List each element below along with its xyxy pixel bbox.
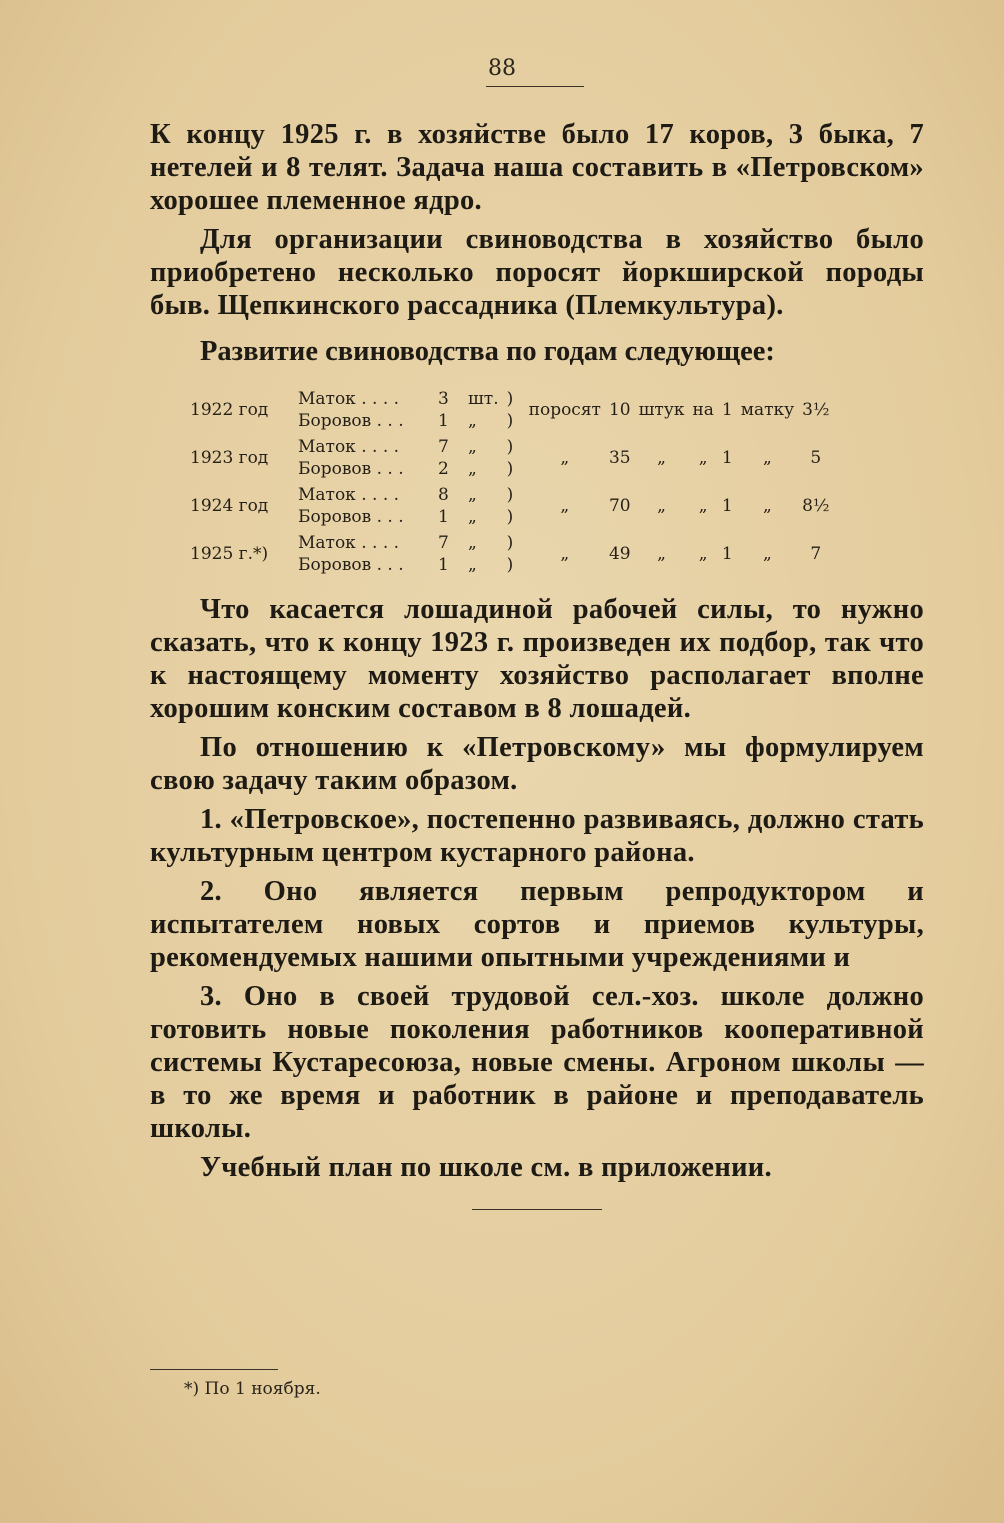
year-cell: 1922 год [190,400,269,420]
brace-mark: ) [506,533,514,553]
unit-word: „ [657,496,666,516]
table-row [186,528,833,554]
paragraph-point-1: 1. «Петровское», постепенно развиваясь, должно стать культурным центром кустарного района. [150,804,924,868]
piglets-count: 49 [608,544,631,564]
per-sow: 1 [721,448,733,468]
sows-unit: „ [468,485,477,505]
paragraph-horses: Что касается лошадиной рабочей силы, то нужно сказать, что к концу 1923 г. произведен их подбор, так что к настоящему моменту хозяйство располагает вполне хорошим конским составом в 8 лошадей. [150,594,924,724]
boars-unit: „ [468,555,477,575]
unit-word: „ [657,448,666,468]
piglets-count: 70 [608,496,631,516]
ratio-value: 3½ [802,400,830,420]
paragraph-task: По отношению к «Петровскому» мы формулируем свою задачу таким образом. [150,732,924,796]
sow-word: „ [763,544,772,564]
intro-section [150,118,924,328]
sows-label: Маток . . . . [298,485,400,505]
sows-label: Маток . . . . [298,389,400,409]
sow-word: матку [740,400,795,420]
sow-word: „ [763,448,772,468]
brace-mark: ) [506,507,514,527]
paragraph-cattle: К концу 1925 г. в хозяйстве было 17 коров, 3 быка, 7 нетелей и 8 телят. Задача наша составить в «Петровском» хорошее племенное ядро. [150,119,924,216]
sows-count: 3 [438,389,449,409]
paragraph-curriculum: Учебный план по школе см. в приложении. [200,1152,772,1183]
per-sow: 1 [721,496,733,516]
unit-word: „ [657,544,666,564]
piglets-count: 10 [608,400,631,420]
piglets-word: „ [560,544,570,564]
boars-count: 1 [438,411,449,431]
sows-count: 8 [438,485,449,505]
brace-mark: ) [506,437,514,457]
footnote-rule [150,1369,278,1370]
brace-mark: ) [506,389,514,409]
boars-label: Боровов . . . [298,507,404,527]
piglets-word: поросят [528,400,601,420]
on-word: „ [698,544,708,564]
page-number: 88 [488,56,516,81]
on-word: „ [698,496,708,516]
pig-breeding-table [186,384,833,576]
sows-unit: „ [468,437,477,457]
boars-count: 1 [438,507,449,527]
sows-unit: шт. [468,389,499,409]
per-sow: 1 [721,400,733,420]
table-row [186,480,833,506]
ratio-value: 5 [810,448,822,468]
brace-mark: ) [506,555,514,575]
on-word: на [692,400,714,420]
paragraph-point-3: 3. Оно в своей трудовой сел.-хоз. школе должно готовить новые поколения работников кооперативной системы Кустаресоюза, новые смены. Агроном школы — в то же время и работник в районе и преподаватель школы. [150,981,924,1144]
paragraph-point-2: 2. Оно является первым репродуктором и испытателем новых сортов и приемов культуры, рекомендуемых нашими опытными учреждениями и [150,876,924,973]
sow-word: „ [763,496,772,516]
header-rule [486,86,584,87]
boars-unit: „ [468,459,477,479]
outro-section [150,593,924,1190]
piglets-word: „ [560,448,570,468]
section-end-rule [472,1209,602,1210]
boars-count: 1 [438,555,449,575]
boars-unit: „ [468,411,477,431]
sows-count: 7 [438,533,449,553]
year-cell: 1923 год [190,448,269,468]
boars-label: Боровов . . . [298,411,404,431]
table-row [186,432,833,458]
brace-mark: ) [506,459,514,479]
sows-unit: „ [468,533,477,553]
boars-label: Боровов . . . [298,459,404,479]
paragraph-pigs-acquired: Для организации свиноводства в хозяйство было приобретено несколько поросят йоркширской породы быв. Щепкинского рассадника (Племкультура). [150,224,924,321]
sows-count: 7 [438,437,449,457]
boars-label: Боровов . . . [298,555,404,575]
year-cell: 1924 год [190,496,269,516]
per-sow: 1 [721,544,733,564]
boars-unit: „ [468,507,477,527]
year-cell: 1925 г.*) [190,544,269,564]
boars-count: 2 [438,459,449,479]
table-row [186,384,833,410]
sows-label: Маток . . . . [298,437,400,457]
piglets-word: „ [560,496,570,516]
piglets-count: 35 [608,448,631,468]
sows-label: Маток . . . . [298,533,400,553]
ratio-value: 8½ [802,496,830,516]
unit-word: штук [638,400,685,420]
ratio-value: 7 [810,544,822,564]
table-heading: Развитие свиноводства по годам следующее: [200,336,775,367]
footnote: *) По 1 ноября. [184,1379,321,1399]
brace-mark: ) [506,411,514,431]
brace-mark: ) [506,485,514,505]
on-word: „ [698,448,708,468]
